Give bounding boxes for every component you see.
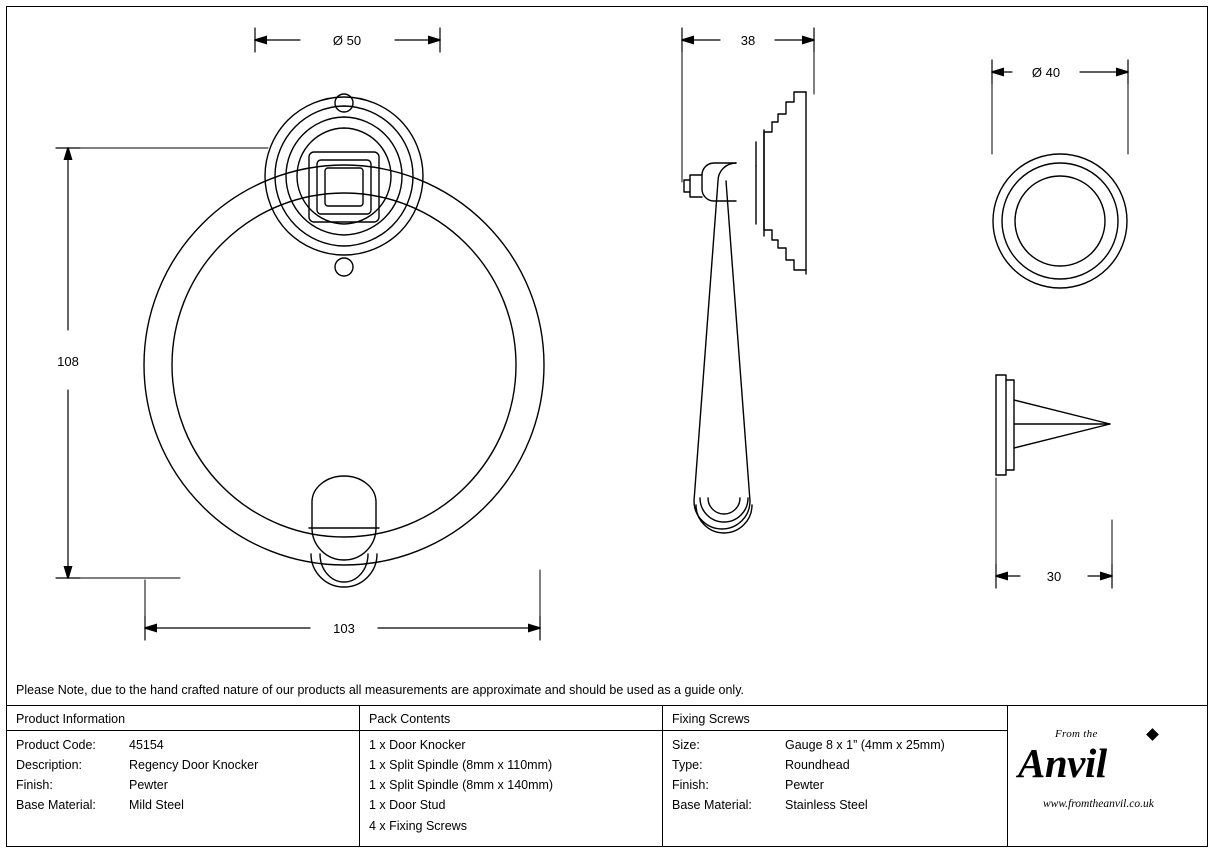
screw-type-label: Type:: [672, 758, 703, 773]
table-row: [16, 759, 359, 772]
dim-overall-height: [56, 148, 268, 578]
dim-backplate-projection: [682, 28, 814, 182]
list-item: 1 x Split Spindle (8mm x 140mm): [369, 778, 554, 793]
pack-contents-heading: Pack Contents: [360, 706, 662, 731]
brand-logo-column: [1008, 706, 1207, 846]
side-view: [684, 92, 806, 533]
list-item: 1 x Door Knocker: [369, 738, 466, 752]
table-row: [672, 739, 1007, 752]
rose-top-view: [993, 154, 1127, 288]
brand-logo: [1008, 706, 1207, 846]
screw-type-value: Roundhead: [785, 758, 850, 773]
finish-value: Pewter: [129, 778, 168, 793]
fixing-screws-heading: Fixing Screws: [663, 706, 1007, 731]
front-view-ring: [144, 165, 544, 565]
dim-label-ring-diameter: Ø 50: [332, 33, 362, 48]
list-item: 4 x Fixing Screws: [369, 818, 467, 833]
screw-finish-value: Pewter: [785, 778, 824, 793]
product-information-body: [7, 731, 359, 813]
screw-base-material-label: Base Material:: [672, 798, 752, 813]
front-view-screw-bottom: [335, 258, 353, 276]
list-item: 1 x Split Spindle (8mm x 110mm): [369, 758, 553, 773]
base-material-value: Mild Steel: [129, 798, 184, 813]
measurement-note-row: [7, 674, 1207, 706]
dim-label-rose-diameter: Ø 40: [1031, 65, 1061, 80]
description-value: Regency Door Knocker: [129, 758, 259, 773]
dim-label-overall-width: 103: [333, 621, 355, 636]
front-view-square-boss: [309, 152, 379, 222]
pack-contents-body: [360, 731, 662, 833]
pack-contents-column: [360, 706, 663, 846]
screw-size-label: Size:: [672, 738, 700, 752]
description-label: Description:: [16, 758, 82, 773]
product-information-heading: Product Information: [7, 706, 359, 731]
door-stud-side-view: [996, 375, 1110, 475]
dim-label-backplate-projection: 38: [740, 33, 756, 48]
diamond-icon: [1146, 728, 1159, 741]
screw-size-value: Gauge 8 x 1” (4mm x 25mm): [785, 738, 945, 752]
table-row: [16, 779, 359, 792]
screw-finish-label: Finish:: [672, 778, 709, 793]
table-row: [16, 799, 359, 812]
table-row: [672, 799, 1007, 812]
table-row: [672, 759, 1007, 772]
table-row: [16, 739, 359, 752]
dim-label-overall-height: 108: [57, 354, 79, 369]
product-code-value: 45154: [129, 738, 164, 752]
screw-base-material-value: Stainless Steel: [785, 798, 868, 813]
product-code-label: Product Code:: [16, 738, 96, 752]
logo-website-url: www.fromtheanvil.co.uk: [1043, 798, 1154, 810]
front-view-backplate: [265, 97, 423, 255]
front-view-knop: [309, 476, 379, 587]
logo-brand-text: Anvil: [1018, 740, 1107, 786]
product-information-column: [7, 706, 360, 846]
measurement-note-text: Please Note, due to the hand crafted nature of our products all measurements are approximate and should be used as a guide only.: [16, 682, 745, 697]
table-row: [672, 779, 1007, 792]
fixing-screws-column: [663, 706, 1008, 846]
fixing-screws-body: [663, 731, 1007, 813]
finish-label: Finish:: [16, 778, 53, 793]
list-item: 1 x Door Stud: [369, 798, 446, 813]
base-material-label: Base Material:: [16, 798, 96, 813]
dim-label-stud-length: 30: [1046, 569, 1062, 584]
info-table: [7, 706, 1207, 846]
logo-from-the-text: From the: [1055, 728, 1098, 740]
